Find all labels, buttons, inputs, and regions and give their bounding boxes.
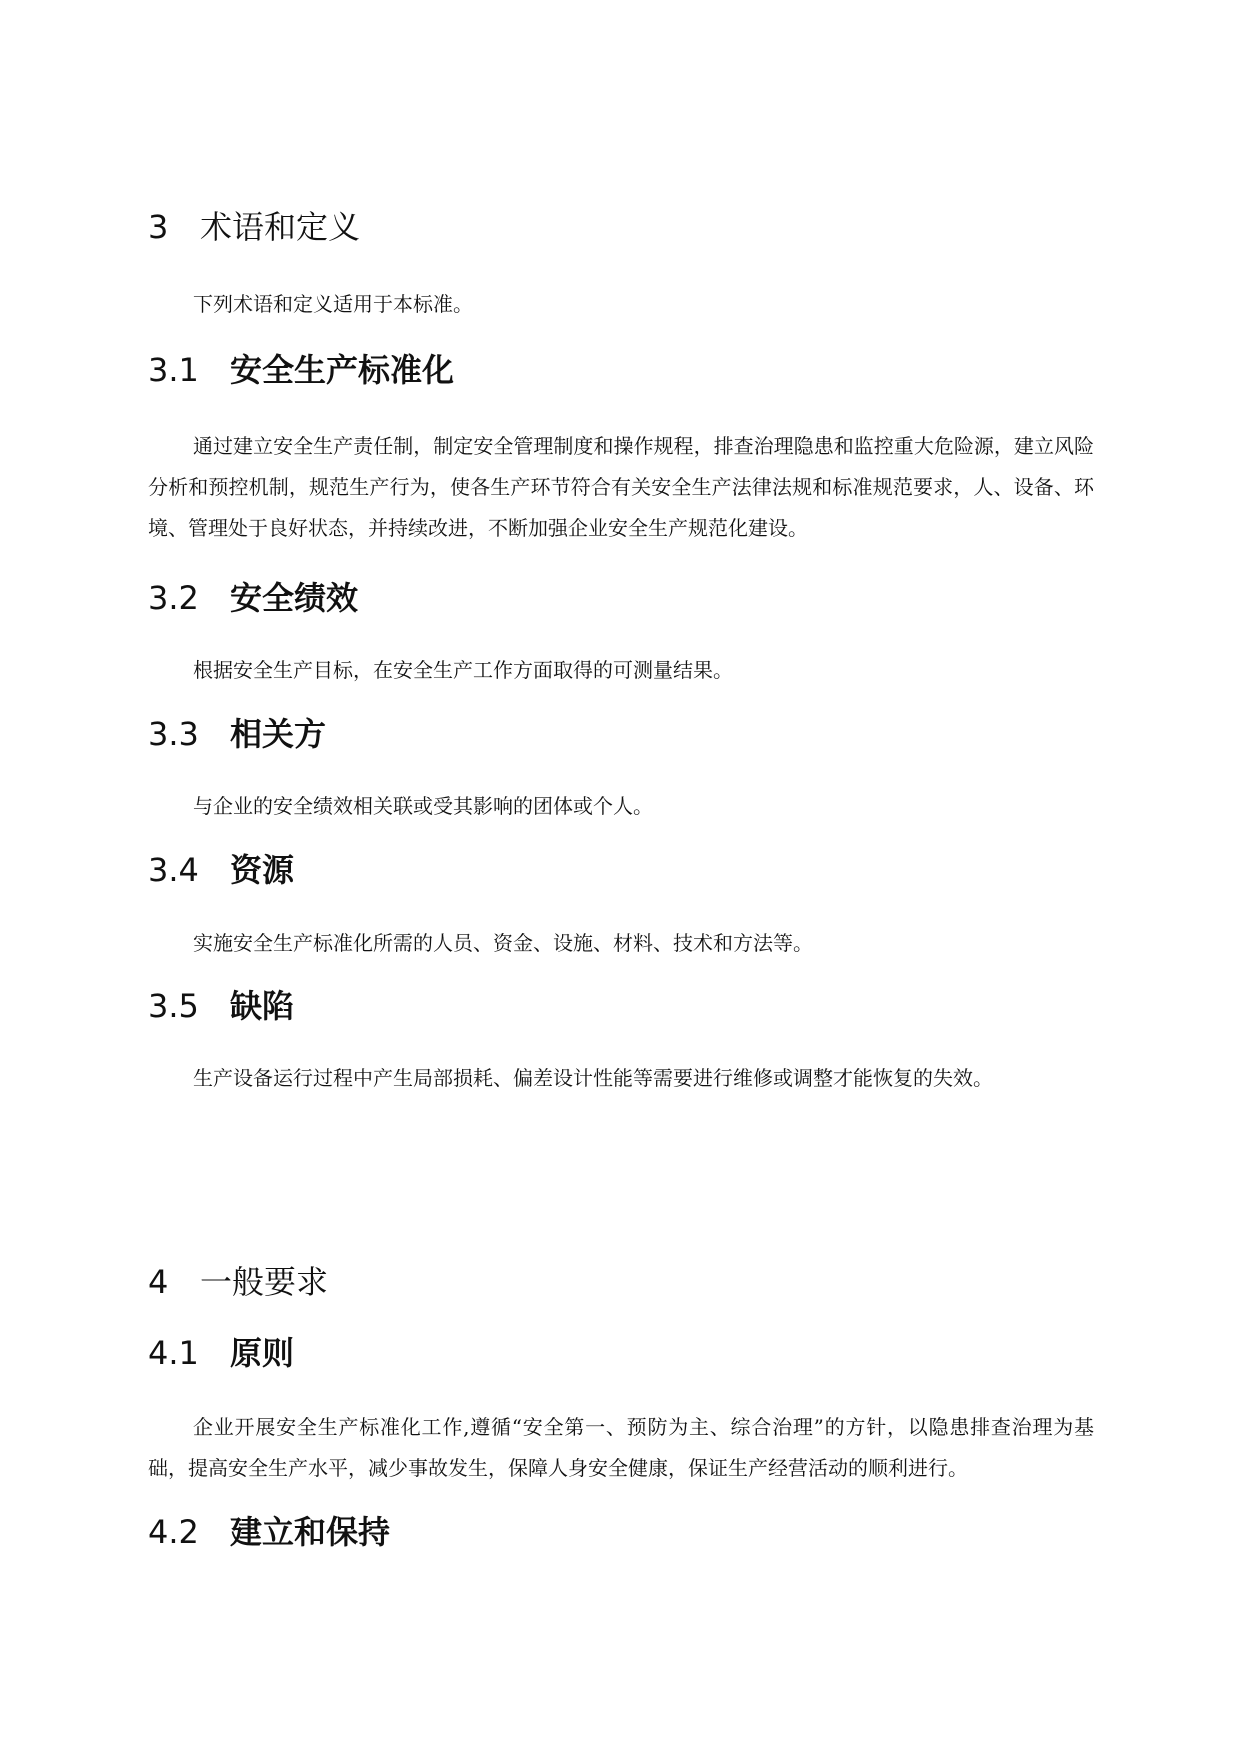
paragraph-terms-intro: 下列术语和定义适用于本标准。 <box>193 292 473 316</box>
subsection-title: 安全生产标准化 <box>230 351 455 389</box>
paragraph-4-1: 企业开展安全生产标准化工作,遵循“安全第一、预防为主、综合治理”的方针，以隐患排查治理为基础，提高安全生产水平，减少事故发生，保障人身安全健康，保证生产经营活动的顺利进行。 <box>148 1415 1094 1480</box>
section-title: 术语和定义 <box>200 208 361 246</box>
subsection-heading-3-2 <box>148 578 358 618</box>
section-title: 一般要求 <box>200 1263 329 1301</box>
subsection-title: 相关方 <box>230 715 327 753</box>
paragraph-3-3: 与企业的安全绩效相关联或受其影响的团体或个人。 <box>193 794 653 818</box>
subsection-heading-4-2 <box>148 1512 390 1552</box>
subsection-heading-4-1 <box>148 1333 294 1373</box>
subsection-number: 4.2 <box>148 1513 199 1551</box>
subsection-heading-3-5 <box>148 986 294 1026</box>
subsection-number: 3.5 <box>148 987 199 1025</box>
subsection-number: 3.2 <box>148 579 199 617</box>
subsection-title: 缺陷 <box>230 987 295 1025</box>
subsection-title: 资源 <box>230 851 295 889</box>
section-number: 3 <box>148 208 169 246</box>
paragraph-3-1: 通过建立安全生产责任制，制定安全管理制度和操作规程，排查治理隐患和监控重大危险源，建立风险分析和预控机制，规范生产行为，使各生产环节符合有关安全生产法律法规和标准规范要求，人、设备、环境、管理处于良好状态，并持续改进，不断加强企业安全生产规范化建设。 <box>148 434 1094 540</box>
subsection-number: 3.4 <box>148 851 199 889</box>
subsection-heading-3-1 <box>148 350 454 390</box>
section-heading-3 <box>148 207 360 247</box>
subsection-number: 3.3 <box>148 715 199 753</box>
subsection-title: 原则 <box>230 1334 295 1372</box>
section-number: 4 <box>148 1263 169 1301</box>
paragraph-3-5: 生产设备运行过程中产生局部损耗、偏差设计性能等需要进行维修或调整才能恢复的失效。 <box>193 1066 993 1090</box>
subsection-heading-3-3 <box>148 714 326 754</box>
paragraph-3-4: 实施安全生产标准化所需的人员、资金、设施、材料、技术和方法等。 <box>193 931 813 955</box>
subsection-number: 3.1 <box>148 351 199 389</box>
subsection-title: 安全绩效 <box>230 579 359 617</box>
section-heading-4 <box>148 1262 328 1302</box>
paragraph-3-2: 根据安全生产目标，在安全生产工作方面取得的可测量结果。 <box>193 658 733 682</box>
subsection-title: 建立和保持 <box>230 1513 391 1551</box>
subsection-number: 4.1 <box>148 1334 199 1372</box>
subsection-heading-3-4 <box>148 850 294 890</box>
